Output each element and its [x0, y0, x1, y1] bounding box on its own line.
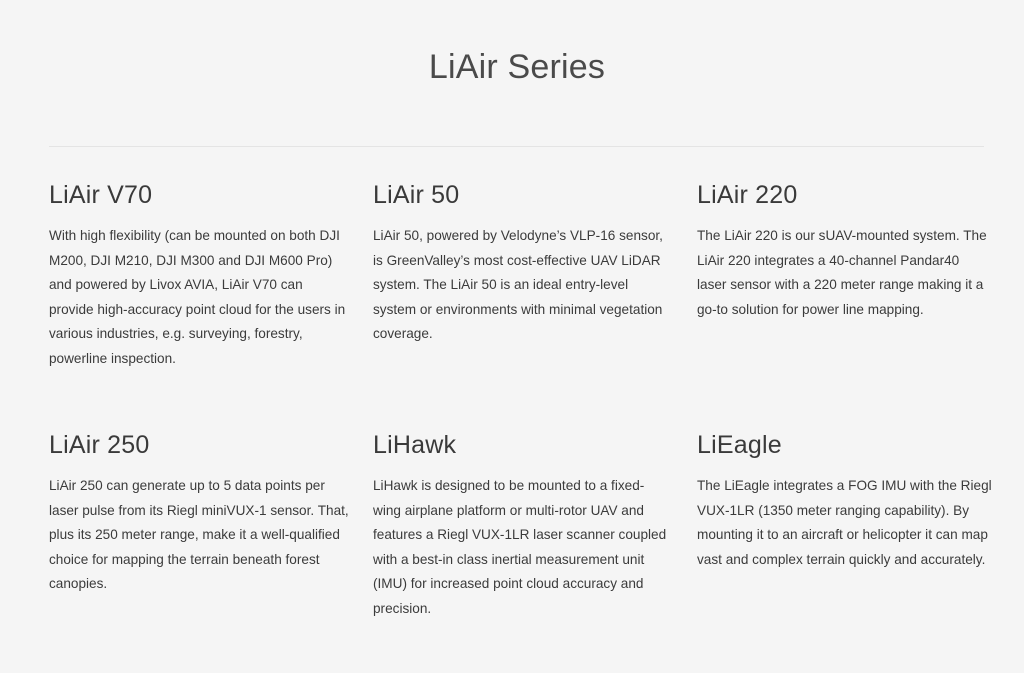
product-title: LiAir V70: [49, 181, 153, 209]
product-description: With high flexibility (can be mounted on both DJI M200, DJI M210, DJI M300 and DJI M600 Pro) and powered by Livox AVIA, LiAir V70 can provide high-accuracy point cloud for the users in various industries, e.g. surveying, forestry, powerline inspection.: [49, 228, 346, 366]
product-card-liair-v70: [49, 180, 349, 372]
product-description: LiHawk is designed to be mounted to a fixed-wing airplane platform or multi-rotor UAV and features a Riegl VUX-1LR laser scanner coupled with a best-in class inertial measurement unit (IMU) for increased point cloud accuracy and precision.: [373, 478, 667, 616]
product-card-liair-250: [49, 430, 349, 597]
page-title: LiAir Series: [428, 48, 606, 86]
product-card-lieagle: [697, 430, 992, 572]
product-description: The LiAir 220 is our sUAV-mounted system. The LiAir 220 integrates a 40-channel Pandar40 laser sensor with a 220 meter range making it a go-to solution for power line mapping.: [697, 228, 987, 317]
product-title: LiAir 220: [697, 181, 798, 209]
product-description: The LiEagle integrates a FOG IMU with the Riegl VUX-1LR (1350 meter ranging capability). By mounting it to an aircraft or helicopter it can map vast and complex terrain quickly and accurately.: [697, 478, 992, 567]
product-description: LiAir 250 can generate up to 5 data points per laser pulse from its Riegl miniVUX-1 sensor. That, plus its 250 meter range, make it a well-qualified choice for mapping the terrain beneath forest canopies.: [49, 478, 349, 592]
product-title: LiAir 250: [49, 431, 150, 459]
section-divider: [49, 146, 984, 147]
product-card-lihawk: [373, 430, 668, 622]
product-title: LiAir 50: [373, 181, 460, 209]
product-card-liair-220: [697, 180, 992, 322]
product-title: LiEagle: [697, 431, 782, 459]
product-card-liair-50: [373, 180, 668, 347]
product-description: LiAir 50, powered by Velodyne’s VLP-16 sensor, is GreenValley’s most cost-effective UAV LiDAR system. The LiAir 50 is an ideal entry-level system or environments with minimal vegetation coverage.: [373, 228, 663, 342]
product-title: LiHawk: [373, 431, 457, 459]
